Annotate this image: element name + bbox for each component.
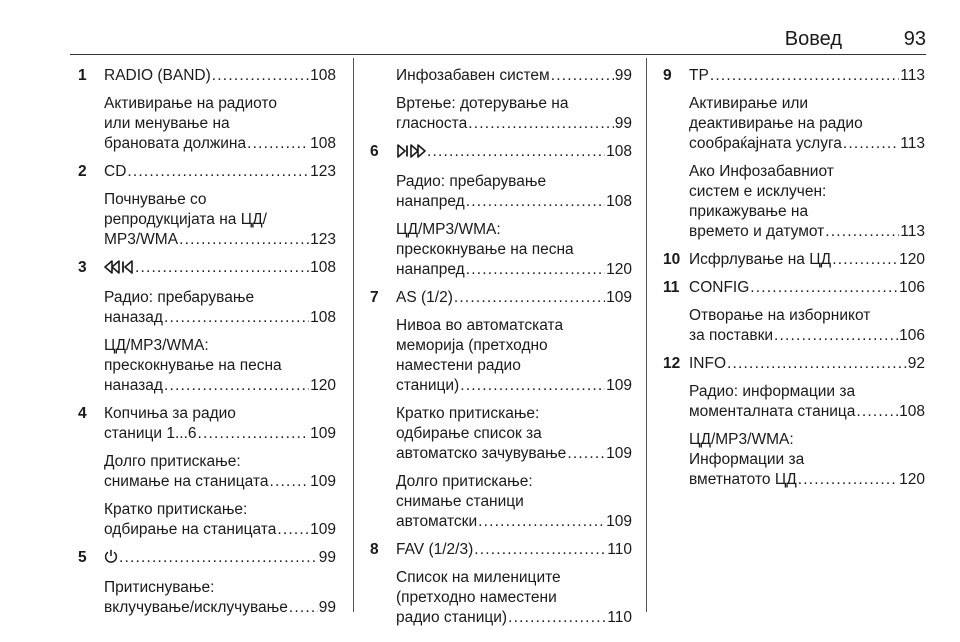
power-icon (104, 549, 118, 570)
entry-text: Ако Инфозабавниот (689, 163, 834, 180)
page-reference[interactable]: 109 (606, 513, 632, 530)
index-entry (370, 540, 632, 560)
page-reference[interactable]: 106 (899, 327, 925, 344)
entry-text: снимање станици (396, 493, 524, 510)
index-entry (78, 288, 336, 328)
entry-text: Активирање на радиото (104, 95, 277, 112)
entry-text: Долго притискање: (396, 473, 533, 490)
dot-leader (468, 114, 614, 134)
entry-text: Радио: пребарување (104, 289, 255, 306)
seek-forward-icon (396, 144, 426, 164)
dot-leader (269, 472, 309, 492)
entry-text: наназад (104, 309, 163, 326)
page-reference[interactable]: 110 (607, 609, 632, 626)
index-column-2 (370, 66, 632, 628)
page-reference[interactable]: 108 (310, 67, 336, 84)
item-number: 12 (663, 355, 681, 372)
entry-text: Активирање или (689, 95, 809, 112)
item-number: 8 (370, 541, 379, 558)
dot-leader (460, 376, 605, 396)
entry-text: наместени радио (396, 357, 521, 374)
index-column-3 (663, 66, 925, 490)
entry-text: прикажување на (689, 203, 809, 220)
dot-leader (277, 520, 309, 540)
index-column-1 (78, 66, 336, 618)
entry-text: RADIO (BAND) (104, 67, 211, 84)
entry-text: вклучување/исклучување (104, 599, 288, 616)
entry-text: станици 1...6 (104, 425, 197, 442)
dot-leader (474, 540, 606, 560)
page-reference[interactable]: 120 (310, 377, 336, 394)
page-reference[interactable]: 120 (606, 261, 632, 278)
page-reference[interactable]: 120 (899, 251, 925, 268)
page-reference[interactable]: 106 (899, 279, 925, 296)
entry-text: CD (104, 163, 127, 180)
index-entry (663, 250, 925, 270)
dot-leader (551, 66, 614, 86)
dot-leader (750, 278, 898, 298)
index-entry (370, 66, 632, 86)
index-entry (78, 452, 336, 492)
entry-text: (претходно наместени (396, 589, 557, 606)
index-entry (78, 336, 336, 396)
index-entry (370, 568, 632, 628)
entry-text: одбирање список за (396, 425, 542, 442)
entry-text: брановата должина (104, 135, 247, 152)
dot-leader (567, 444, 605, 464)
entry-text: меморија (претходно (396, 337, 548, 354)
dot-leader (212, 66, 309, 86)
entry-text: FAV (1/2/3) (396, 541, 474, 558)
entry-text: Вртење: дотерување на (396, 95, 569, 112)
entry-text: Притиснување: (104, 579, 215, 596)
index-entry (78, 548, 336, 570)
page-reference[interactable]: 108 (310, 135, 336, 152)
entry-text: за поставки (689, 327, 774, 344)
item-number: 2 (78, 163, 87, 180)
item-number: 9 (663, 67, 672, 84)
page-reference[interactable]: 109 (310, 425, 336, 442)
entry-text: MP3/WMA (104, 231, 179, 248)
index-entry (78, 190, 336, 250)
page-reference[interactable]: 113 (900, 135, 925, 152)
entry-text: нанапред (396, 193, 465, 210)
entry-text: моменталната станица (689, 403, 856, 420)
entry-text: Долго притискање: (104, 453, 241, 470)
entry-text: или менување на (104, 115, 230, 132)
index-entry (663, 354, 925, 374)
index-entry (78, 162, 336, 182)
index-entry (663, 94, 925, 154)
entry-text: снимање на станицата (104, 473, 269, 490)
page-reference[interactable]: 109 (310, 473, 336, 490)
entry-text: деактивирање на радио (689, 115, 863, 132)
item-number: 5 (78, 549, 87, 566)
page-reference[interactable]: 99 (318, 599, 336, 616)
entry-text: Нивоа во автоматската (396, 317, 564, 334)
page-reference[interactable]: 99 (614, 115, 632, 132)
index-entry (663, 278, 925, 298)
entry-text: систем е исклучен: (689, 183, 827, 200)
dot-leader (774, 326, 898, 346)
entry-text: ЦД/MP3/WMA: (396, 221, 501, 238)
page-reference[interactable]: 99 (614, 67, 632, 84)
index-entry (78, 500, 336, 540)
index-entry (370, 142, 632, 164)
dot-leader (856, 402, 898, 422)
dot-leader (478, 512, 605, 532)
index-entry (370, 172, 632, 212)
page-reference[interactable]: 108 (899, 403, 925, 420)
dot-leader (832, 250, 898, 270)
index-entry (78, 66, 336, 86)
index-entry (370, 288, 632, 308)
item-number: 4 (78, 405, 87, 422)
column-divider (353, 58, 354, 612)
index-entry (663, 306, 925, 346)
section-title: Вовед (784, 28, 842, 50)
page-reference[interactable]: 108 (606, 143, 632, 160)
page-reference[interactable]: 108 (310, 259, 336, 276)
page-number: 93 (903, 28, 926, 50)
entry-text: Радио: пребарување (396, 173, 547, 190)
entry-text: INFO (689, 355, 727, 372)
page-reference[interactable]: 120 (899, 471, 925, 488)
dot-leader (710, 66, 899, 86)
entry-text: вметнатото ЦД (689, 471, 797, 488)
entry-text: одбирање на станицата (104, 521, 277, 538)
entry-text: Копчиња за радио (104, 405, 236, 422)
dot-leader (198, 424, 310, 444)
entry-text: Список на милениците (396, 569, 561, 586)
index-entry (370, 94, 632, 134)
index-entry (78, 404, 336, 444)
page-reference[interactable]: 99 (318, 549, 336, 566)
page-reference[interactable]: 109 (606, 289, 632, 306)
entry-text: гласноста (396, 115, 468, 132)
dot-leader (798, 470, 898, 490)
entry-text: времето и датумот (689, 223, 825, 240)
entry-text: станици) (396, 377, 460, 394)
dot-leader (135, 258, 309, 278)
item-number: 7 (370, 289, 379, 306)
index-entry (370, 472, 632, 532)
index-entry (78, 94, 336, 154)
dot-leader (825, 222, 899, 242)
entry-text: AS (1/2) (396, 289, 453, 306)
dot-leader (508, 608, 606, 628)
page-reference[interactable]: 109 (606, 445, 632, 462)
index-entry (663, 382, 925, 422)
dot-leader (179, 230, 309, 250)
index-entry (663, 162, 925, 242)
index-entry (370, 316, 632, 396)
dot-leader (164, 308, 309, 328)
page-reference[interactable]: 109 (310, 521, 336, 538)
item-number: 6 (370, 143, 379, 160)
page-reference[interactable]: 113 (900, 223, 925, 240)
entry-text: нанапред (396, 261, 465, 278)
dot-leader (466, 260, 605, 280)
index-entry (370, 220, 632, 280)
entry-text: репродукцијата на ЦД/ (104, 211, 267, 228)
index-entry (78, 578, 336, 618)
item-number: 1 (78, 67, 87, 84)
dot-leader (119, 548, 318, 568)
page-reference[interactable]: 113 (900, 67, 925, 84)
dot-leader (466, 192, 605, 212)
seek-back-icon (104, 260, 134, 280)
entry-text: наназад (104, 377, 163, 394)
dot-leader (843, 134, 899, 154)
dot-leader (727, 354, 907, 374)
index-entry (663, 66, 925, 86)
entry-text: Отворање на изборникот (689, 307, 871, 324)
entry-text: ЦД/MP3/WMA: (689, 431, 794, 448)
entry-text: прескокнување на песна (396, 241, 574, 258)
column-divider (646, 58, 647, 612)
dot-leader (454, 288, 605, 308)
page-reference[interactable]: 123 (310, 231, 336, 248)
entry-text: Исфрлување на ЦД (689, 251, 832, 268)
page-reference[interactable]: 123 (310, 163, 336, 180)
page-reference[interactable]: 109 (606, 377, 632, 394)
entry-text: TP (689, 67, 709, 84)
entry-text: Информации за (689, 451, 805, 468)
dot-leader (427, 142, 605, 162)
item-number: 10 (663, 251, 681, 268)
item-number: 11 (663, 279, 680, 296)
dot-leader (247, 134, 309, 154)
entry-text: Почнување со (104, 191, 207, 208)
entry-text: сообраќајната услуга (689, 135, 842, 152)
entry-text: автоматско зачувување (396, 445, 567, 462)
dot-leader (164, 376, 309, 396)
page-reference[interactable]: 108 (606, 193, 632, 210)
entry-text: Радио: информации за (689, 383, 856, 400)
page-reference[interactable]: 108 (310, 309, 336, 326)
dot-leader (127, 162, 309, 182)
page-reference[interactable]: 110 (607, 541, 632, 558)
entry-text: Кратко притискање: (396, 405, 540, 422)
entry-text: Инфозабавен систем (396, 67, 550, 84)
index-entry (663, 430, 925, 490)
entry-text: радио станици) (396, 609, 508, 626)
item-number: 3 (78, 259, 87, 276)
index-entry (78, 258, 336, 280)
page-header (70, 26, 926, 55)
entry-text: прескокнување на песна (104, 357, 282, 374)
index-entry (370, 404, 632, 464)
entry-text: CONFIG (689, 279, 750, 296)
entry-text: автоматски (396, 513, 478, 530)
entry-text: ЦД/MP3/WMA: (104, 337, 209, 354)
dot-leader (289, 598, 318, 618)
page-reference[interactable]: 92 (907, 355, 925, 372)
entry-text: Кратко притискање: (104, 501, 248, 518)
